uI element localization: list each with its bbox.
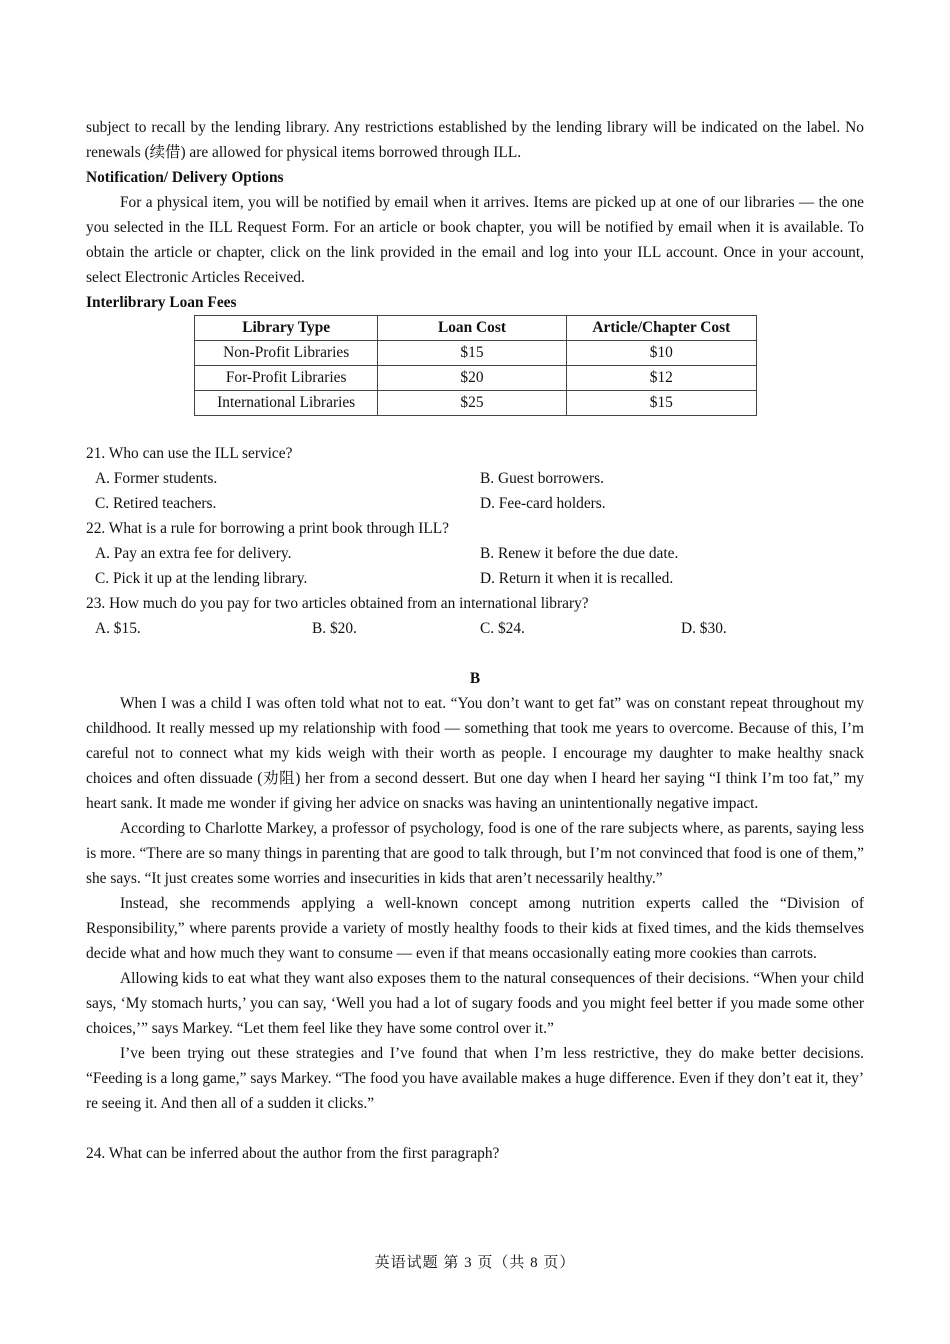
header-loan-cost: Loan Cost: [378, 316, 566, 341]
table-cell: $12: [566, 366, 756, 391]
question-21-options-row-1: [86, 466, 864, 491]
passage-paragraph: When I was a child I was often told what not to eat. “You don’t want to get fat” was on constant repeat throughout my childhood. It really messed up my relationship with food — something that took me years to overcome. Because of this, I’m careful not to connect what my kids weigh with their worth as people. I encourage my daughter to make healthy snack choices and often dissuade (劝阻) her from a second dessert. But one day when I heard her saying “I think I’m too fat,” my heart sank. It made me wonder if giving her advice on snacks was having an unintentionally negative impact.: [86, 695, 864, 812]
question-22-options-row-1: [86, 541, 864, 566]
continuation-paragraph: subject to recall by the lending library. Any restrictions established by the lending library will be indicated on the label. No renewals (续借) are allowed for physical items borrowed through ILL.: [86, 119, 864, 161]
table-row: [195, 366, 757, 391]
passage-paragraph: Allowing kids to eat what they want also exposes them to the natural consequences of their decisions. “When your child says, ‘My stomach hurts,’ you can say, ‘Well you had a lot of sugary foods and you might feel better if you made some other choices,’” says Markey. “Let them feel like they have some control over it.”: [86, 970, 864, 1037]
table-cell: $15: [378, 341, 566, 366]
header-library-type: Library Type: [195, 316, 378, 341]
exam-page: [86, 115, 864, 1166]
question-21-options-row-2: [86, 491, 864, 516]
table-row: [195, 391, 757, 416]
notification-paragraph: For a physical item, you will be notified by email when it arrives. Items are picked up at one of our libraries — the one you selected in the ILL Request Form. For an article or book chapter, you will be notified by email when it is available. To obtain the article or chapter, click on the link provided in the email and log into your ILL account. Once in your account, select Electronic Articles Received.: [86, 194, 864, 286]
table-cell: $20: [378, 366, 566, 391]
option: C. $24.: [480, 620, 525, 637]
page-footer: 英语试题 第 3 页（共 8 页）: [374, 1255, 576, 1271]
table-cell: For-Profit Libraries: [195, 366, 378, 391]
option: B. Renew it before the due date.: [480, 545, 679, 562]
table-cell: Non-Profit Libraries: [195, 341, 378, 366]
question-22-options-row-2: [86, 566, 864, 591]
spacer: [86, 1116, 864, 1141]
option: C. Pick it up at the lending library.: [95, 570, 308, 587]
option: D. Fee-card holders.: [480, 495, 606, 512]
passage-paragraph: I’ve been trying out these strategies and I’ve found that when I’m less restrictive, they do make better decisions. “Feeding is a long game,” says Markey. “The food you have available makes a huge difference. Even if they don’t eat it, they’ re seeing it. And then all of a sudden it clicks.”: [86, 1045, 864, 1112]
passage-paragraph: According to Charlotte Markey, a professor of psychology, food is one of the rare subjects where, as parents, saying less is more. “There are so many things in parenting that are good to talk through, but I’m not convinced that food is one of them,” she says. “It just creates some worries and insecurities in kids that aren’t necessarily healthy.”: [86, 820, 864, 887]
question-23-stem: 23. How much do you pay for two articles obtained from an international library?: [86, 595, 589, 612]
option: B. $20.: [312, 620, 357, 637]
table-row: [195, 341, 757, 366]
option: D. Return it when it is recalled.: [480, 570, 674, 587]
option: B. Guest borrowers.: [480, 470, 604, 487]
fees-table: [194, 315, 757, 416]
question-23-options-row: [86, 616, 864, 641]
table-cell: $15: [566, 391, 756, 416]
header-article-cost: Article/Chapter Cost: [566, 316, 756, 341]
fees-table-header-row: [195, 316, 757, 341]
notification-heading: Notification/ Delivery Options: [86, 169, 284, 186]
question-22-stem: 22. What is a rule for borrowing a print book through ILL?: [86, 520, 450, 537]
table-cell: $25: [378, 391, 566, 416]
question-21-stem: 21. Who can use the ILL service?: [86, 445, 293, 462]
passage-paragraph: Instead, she recommends applying a well-known concept among nutrition experts called the “Division of Responsibility,” where parents provide a variety of mostly healthy foods to their kids at fixed times, and the kids themselves decide what and how much they want to consume — even if that means occasionally eating more cookies than carrots.: [86, 895, 864, 962]
option: D. $30.: [681, 620, 727, 637]
question-24-stem: 24. What can be inferred about the author from the first paragraph?: [86, 1145, 500, 1162]
option: A. Pay an extra fee for delivery.: [95, 545, 292, 562]
table-cell: International Libraries: [195, 391, 378, 416]
section-b-label: B: [469, 670, 481, 687]
table-cell: $10: [566, 341, 756, 366]
option: C. Retired teachers.: [95, 495, 217, 512]
questions-section-a: [86, 441, 864, 641]
option: A. Former students.: [95, 470, 218, 487]
option: A. $15.: [95, 620, 141, 637]
fees-heading: Interlibrary Loan Fees: [86, 294, 237, 311]
